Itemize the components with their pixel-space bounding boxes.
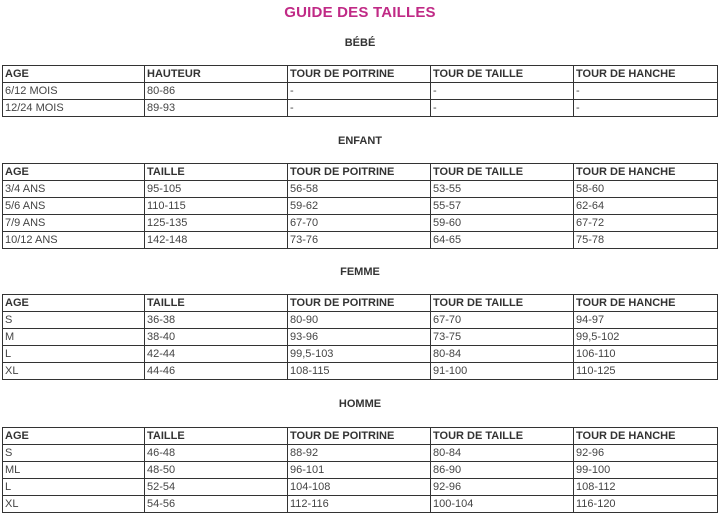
size-table-enfant <box>2 163 718 249</box>
table-cell: 80-86 <box>145 83 288 100</box>
table-cell: 88-92 <box>288 445 431 462</box>
table-cell: 86-90 <box>431 462 574 479</box>
size-table-femme <box>2 294 718 380</box>
table-cell: S <box>3 445 145 462</box>
table-cell: 36-38 <box>145 312 288 329</box>
column-header: TAILLE <box>145 164 288 181</box>
table-cell: 80-84 <box>431 346 574 363</box>
column-header: TOUR DE POITRINE <box>288 428 431 445</box>
table-cell: 73-76 <box>288 232 431 249</box>
table-cell: 53-55 <box>431 181 574 198</box>
column-header: TOUR DE POITRINE <box>288 295 431 312</box>
column-header: TOUR DE HANCHE <box>574 428 718 445</box>
table-cell: 104-108 <box>288 479 431 496</box>
table-cell: 12/24 MOIS <box>3 100 145 117</box>
table-cell: 52-54 <box>145 479 288 496</box>
table-cell: L <box>3 479 145 496</box>
table-cell: 108-115 <box>288 363 431 380</box>
table-cell: 110-125 <box>574 363 718 380</box>
table-cell: S <box>3 312 145 329</box>
section-title-homme: HOMME <box>338 398 382 410</box>
column-header: HAUTEUR <box>145 66 288 83</box>
table-cell: 99,5-102 <box>574 329 718 346</box>
size-table-homme <box>2 427 718 513</box>
table-header-row <box>3 66 718 83</box>
table-cell: 48-50 <box>145 462 288 479</box>
table-row <box>3 479 718 496</box>
column-header: AGE <box>3 428 145 445</box>
table-cell: L <box>3 346 145 363</box>
table-cell: 91-100 <box>431 363 574 380</box>
table-row <box>3 445 718 462</box>
column-header: TOUR DE TAILLE <box>431 164 574 181</box>
table-cell: 6/12 MOIS <box>3 83 145 100</box>
table-cell: 3/4 ANS <box>3 181 145 198</box>
table-cell: - <box>288 83 431 100</box>
table-row <box>3 346 718 363</box>
table-cell: 106-110 <box>574 346 718 363</box>
table-row <box>3 496 718 513</box>
table-cell: 46-48 <box>145 445 288 462</box>
table-cell: 44-46 <box>145 363 288 380</box>
table-cell: ML <box>3 462 145 479</box>
table-cell: 116-120 <box>574 496 718 513</box>
table-cell: 73-75 <box>431 329 574 346</box>
table-cell: M <box>3 329 145 346</box>
table-cell: 96-101 <box>288 462 431 479</box>
table-row <box>3 363 718 380</box>
table-cell: 110-115 <box>145 198 288 215</box>
table-cell: 142-148 <box>145 232 288 249</box>
table-cell: 92-96 <box>431 479 574 496</box>
table-cell: 92-96 <box>574 445 718 462</box>
table-row <box>3 181 718 198</box>
table-row <box>3 232 718 249</box>
table-cell: 5/6 ANS <box>3 198 145 215</box>
table-cell: 58-60 <box>574 181 718 198</box>
table-cell: - <box>574 83 718 100</box>
column-header: AGE <box>3 66 145 83</box>
table-cell: 38-40 <box>145 329 288 346</box>
column-header: TOUR DE POITRINE <box>288 164 431 181</box>
column-header: TOUR DE TAILLE <box>431 66 574 83</box>
table-cell: 80-84 <box>431 445 574 462</box>
table-cell: 56-58 <box>288 181 431 198</box>
table-cell: - <box>574 100 718 117</box>
column-header: TOUR DE TAILLE <box>431 428 574 445</box>
table-header-row <box>3 295 718 312</box>
table-cell: 59-60 <box>431 215 574 232</box>
table-cell: 67-70 <box>288 215 431 232</box>
column-header: TAILLE <box>145 428 288 445</box>
table-row <box>3 462 718 479</box>
table-cell: 125-135 <box>145 215 288 232</box>
table-cell: 80-90 <box>288 312 431 329</box>
column-header: AGE <box>3 164 145 181</box>
column-header: TOUR DE HANCHE <box>574 295 718 312</box>
table-row <box>3 312 718 329</box>
table-row <box>3 198 718 215</box>
table-cell: 7/9 ANS <box>3 215 145 232</box>
table-cell: 89-93 <box>145 100 288 117</box>
table-cell: 95-105 <box>145 181 288 198</box>
table-cell: 55-57 <box>431 198 574 215</box>
page-title: GUIDE DES TAILLES <box>284 4 436 21</box>
table-row <box>3 329 718 346</box>
column-header: TOUR DE HANCHE <box>574 66 718 83</box>
table-row <box>3 100 718 117</box>
table-cell: 64-65 <box>431 232 574 249</box>
table-header-row <box>3 428 718 445</box>
table-row <box>3 83 718 100</box>
table-cell: 108-112 <box>574 479 718 496</box>
column-header: AGE <box>3 295 145 312</box>
column-header: TOUR DE HANCHE <box>574 164 718 181</box>
table-cell: 99,5-103 <box>288 346 431 363</box>
table-cell: 54-56 <box>145 496 288 513</box>
table-cell: 94-97 <box>574 312 718 329</box>
table-header-row <box>3 164 718 181</box>
table-cell: - <box>431 83 574 100</box>
table-cell: 62-64 <box>574 198 718 215</box>
table-row <box>3 215 718 232</box>
table-cell: 67-72 <box>574 215 718 232</box>
table-cell: XL <box>3 496 145 513</box>
table-cell: XL <box>3 363 145 380</box>
table-cell: 100-104 <box>431 496 574 513</box>
column-header: TOUR DE POITRINE <box>288 66 431 83</box>
table-cell: - <box>431 100 574 117</box>
table-cell: - <box>288 100 431 117</box>
section-title-enfant: ENFANT <box>338 135 382 147</box>
table-cell: 99-100 <box>574 462 718 479</box>
table-cell: 75-78 <box>574 232 718 249</box>
section-title-femme: FEMME <box>340 266 380 278</box>
table-cell: 93-96 <box>288 329 431 346</box>
table-cell: 112-116 <box>288 496 431 513</box>
table-cell: 67-70 <box>431 312 574 329</box>
table-cell: 59-62 <box>288 198 431 215</box>
table-cell: 10/12 ANS <box>3 232 145 249</box>
size-table-bebe <box>2 65 718 117</box>
column-header: TAILLE <box>145 295 288 312</box>
column-header: TOUR DE TAILLE <box>431 295 574 312</box>
section-title-bebe: BÉBÉ <box>344 37 376 49</box>
table-cell: 42-44 <box>145 346 288 363</box>
